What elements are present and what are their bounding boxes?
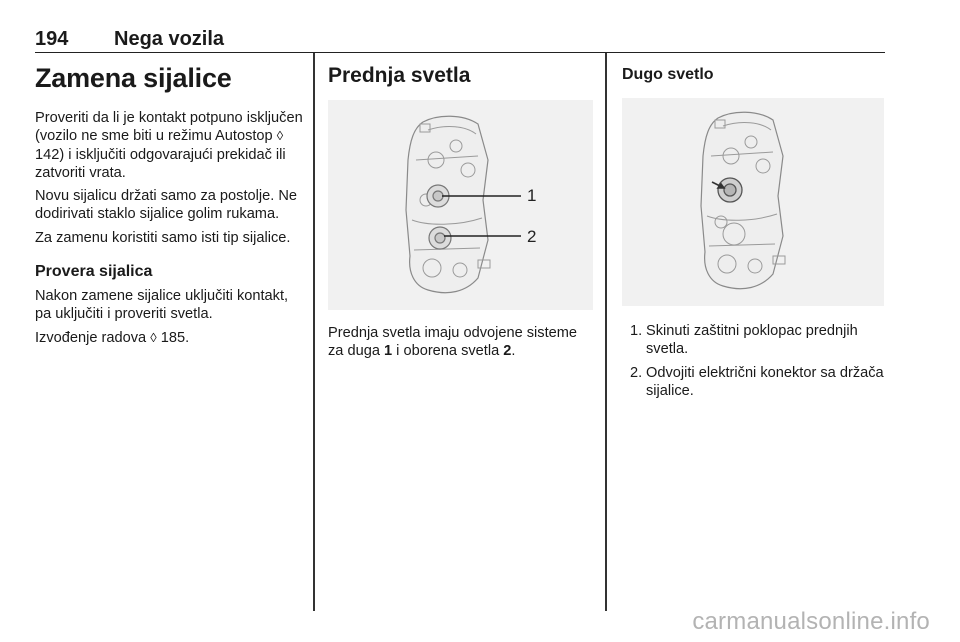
callout-label-1: 1: [527, 186, 537, 205]
paragraph-check: Nakon zamene sijalice uključiti kontakt, pa uključiti i proveriti svetla.: [35, 288, 289, 323]
step-number: 1.: [630, 323, 643, 339]
instruction-steps: [622, 322, 887, 400]
page-ref-arrow-icon: ◊: [150, 329, 157, 345]
column-headlights: [328, 60, 593, 361]
figure-caption: Prednja svetla imaju odvojene sisteme za duga 1 i oborena svetla 2.: [328, 325, 578, 360]
paragraph-handling: Novu sijalicu držati samo za postolje. Ne dodirivati staklo sijalice golim rukama.: [35, 188, 297, 223]
section-heading-headlights: Prednja svetla: [328, 64, 471, 87]
column-divider: [605, 53, 607, 611]
step-item: [622, 364, 887, 401]
watermark: carmanualsonline.info: [692, 608, 930, 635]
paragraph-ignition: Proveriti da li je kontakt potpuno isključen (vozilo ne sme biti u režimu Autostop ◊ 142) i isključiti odgovarajući prekidač ili zatvoriti vrata.: [35, 110, 303, 181]
column-bulb-replacement: [35, 60, 303, 347]
page-ref-arrow-icon: ◊: [276, 128, 284, 144]
page-title: Zamena sijalice: [35, 63, 232, 93]
column-high-beam: [622, 60, 887, 405]
callout-label-2: 2: [527, 227, 537, 246]
section-heading-high-beam: Dugo svetlo: [622, 66, 714, 83]
page-header: [35, 28, 885, 53]
page-number: 194: [35, 28, 69, 50]
column-divider: [313, 53, 315, 611]
headlight-assembly-drawing: [328, 100, 593, 310]
high-beam-illustration: [622, 98, 884, 306]
step-item: [622, 322, 887, 359]
page-reference-link[interactable]: 185: [160, 329, 186, 346]
page-reference-link[interactable]: 142: [35, 146, 60, 163]
section-title: Nega vozila: [114, 28, 225, 50]
paragraph-service-ref: Izvođenje radova ◊ 185.: [35, 329, 190, 346]
high-beam-drawing: [622, 98, 884, 306]
step-text: Odvojiti električni konektor sa držača sijalice.: [646, 364, 884, 399]
paragraph-bulb-type: Za zamenu koristiti samo isti tip sijalice.: [35, 229, 291, 246]
subheading-bulb-check: Provera sijalica: [35, 263, 153, 281]
headlight-illustration: [328, 100, 593, 310]
step-number: 2.: [630, 364, 643, 381]
step-text: Skinuti zaštitni poklopac prednjih svetla.: [646, 323, 858, 358]
